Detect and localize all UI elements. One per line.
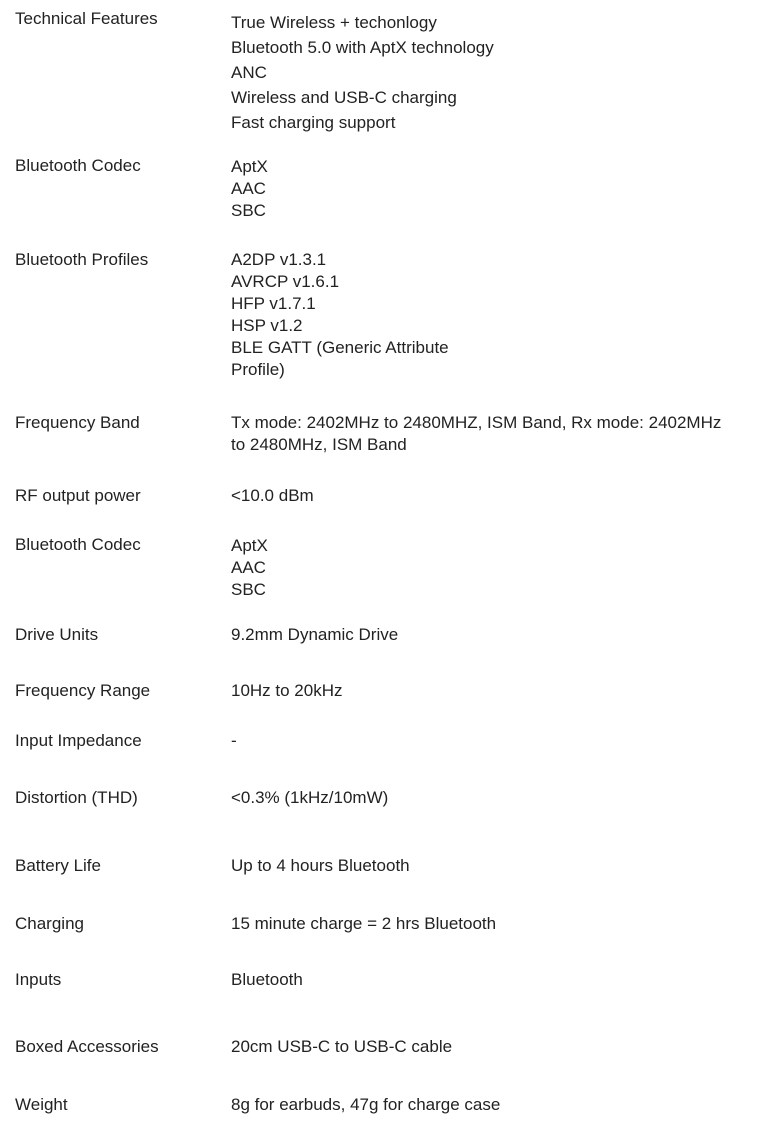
spec-value: AAC xyxy=(231,558,266,577)
spec-value: True Wireless + techonlogy xyxy=(231,13,437,32)
spec-value: HSP v1.2 xyxy=(231,316,303,335)
spec-value: SBC xyxy=(231,201,266,220)
spec-values xyxy=(231,10,780,135)
spec-value: Fast charging support xyxy=(231,113,396,132)
spec-label: Frequency Band xyxy=(15,413,140,432)
spec-value: 8g for earbuds, 47g for charge case xyxy=(231,1095,501,1114)
spec-values xyxy=(231,249,780,381)
spec-values xyxy=(231,535,780,601)
spec-values xyxy=(231,1036,780,1058)
spec-label: Boxed Accessories xyxy=(15,1037,159,1056)
spec-values xyxy=(231,855,780,877)
spec-value: <0.3% (1kHz/10mW) xyxy=(231,788,389,807)
spec-label: Bluetooth Codec xyxy=(15,535,141,554)
spec-label: Distortion (THD) xyxy=(15,788,138,807)
spec-label: Input Impedance xyxy=(15,731,142,750)
spec-value: 9.2mm Dynamic Drive xyxy=(231,625,399,644)
spec-value: Wireless and USB-C charging xyxy=(231,88,457,107)
spec-value: BLE GATT (Generic Attribute xyxy=(231,338,449,357)
spec-value: 20cm USB-C to USB-C cable xyxy=(231,1037,453,1056)
spec-values xyxy=(231,156,780,222)
spec-value: SBC xyxy=(231,580,266,599)
spec-label: Inputs xyxy=(15,970,62,989)
spec-label: Drive Units xyxy=(15,625,99,644)
spec-label: RF output power xyxy=(15,486,141,505)
spec-value: Bluetooth xyxy=(231,970,303,989)
spec-values xyxy=(231,969,780,991)
spec-value: 10Hz to 20kHz xyxy=(231,681,343,700)
spec-label: Frequency Range xyxy=(15,681,151,700)
spec-value: AptX xyxy=(231,157,268,176)
spec-value: Tx mode: 2402MHz to 2480MHZ, ISM Band, Rx mode: 2402MHz xyxy=(231,413,722,432)
spec-value: to 2480MHz, ISM Band xyxy=(231,435,407,454)
spec-label: Technical Features xyxy=(15,9,158,28)
spec-value: Up to 4 hours Bluetooth xyxy=(231,856,410,875)
spec-values xyxy=(231,787,780,809)
spec-value: AptX xyxy=(231,536,268,555)
spec-value: ANC xyxy=(231,63,267,82)
spec-values xyxy=(231,412,780,456)
spec-values xyxy=(231,1094,780,1116)
spec-label: Bluetooth Profiles xyxy=(15,250,149,269)
spec-label: Battery Life xyxy=(15,856,101,875)
spec-value: Profile) xyxy=(231,360,285,379)
spec-label: Bluetooth Codec xyxy=(15,156,141,175)
spec-value: <10.0 dBm xyxy=(231,486,314,505)
spec-value: 15 minute charge = 2 hrs Bluetooth xyxy=(231,914,497,933)
spec-value: A2DP v1.3.1 xyxy=(231,250,327,269)
spec-values xyxy=(231,730,780,752)
spec-value: - xyxy=(231,731,237,750)
spec-value: Bluetooth 5.0 with AptX technology xyxy=(231,38,494,57)
spec-values xyxy=(231,680,780,702)
spec-value: AAC xyxy=(231,179,266,198)
spec-label: Weight xyxy=(15,1095,68,1114)
spec-value: HFP v1.7.1 xyxy=(231,294,316,313)
spec-value: AVRCP v1.6.1 xyxy=(231,272,340,291)
spec-label: Charging xyxy=(15,914,84,933)
spec-values xyxy=(231,624,780,646)
spec-values xyxy=(231,485,780,507)
spec-values xyxy=(231,913,780,935)
